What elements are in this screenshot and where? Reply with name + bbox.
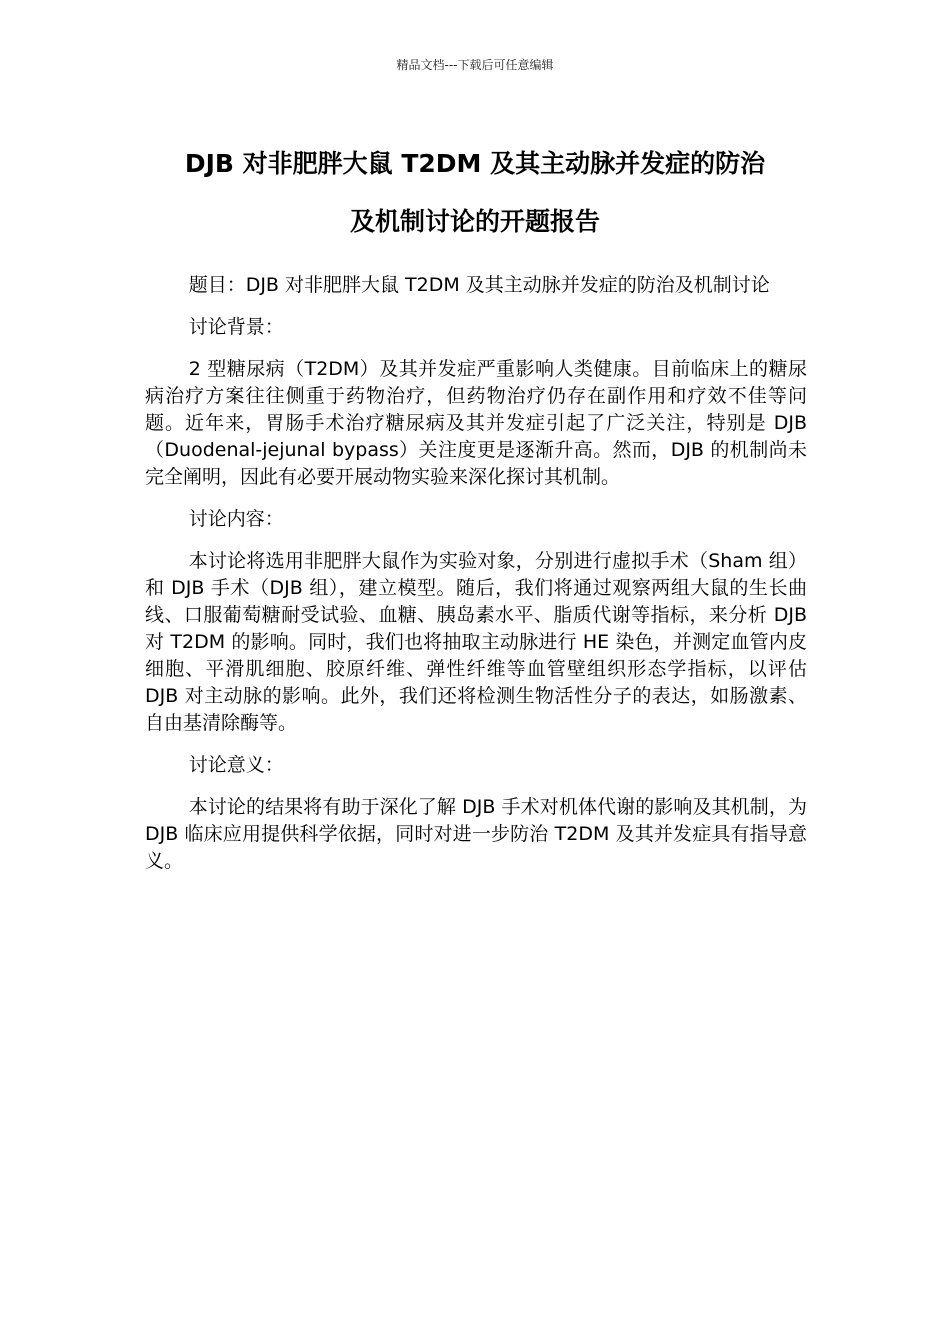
title-line-1: DJB 对非肥胖大鼠 T2DM 及其主动脉并发症的防治 bbox=[184, 149, 766, 178]
header-note: 精品文档---下载后可任意编辑 bbox=[396, 58, 554, 72]
content-heading: 讨论内容： bbox=[188, 508, 284, 530]
spacer bbox=[145, 533, 807, 548]
title-line-2: 及机制讨论的开题报告 bbox=[349, 207, 600, 236]
background-paragraph: 2 型糖尿病（T2DM）及其并发症严重影响人类健康。目前临床上的糖尿病治疗方案往往侧重于药物治疗，但药物治疗仍存在副作用和疗效不佳等问题。近年来，胃肠手术治疗糖尿病及其并发症引起了广泛关注，特别是 DJB（Duodenal-jejunal bypass）关注度更是逐渐升高。然而，DJB 的机制尚未完全阐明，因此有必要开展动物实验来深化探讨其机制。 bbox=[145, 358, 807, 488]
background-heading: 讨论背景： bbox=[188, 316, 284, 338]
document-title bbox=[120, 135, 830, 251]
spacer bbox=[145, 779, 807, 794]
spacer bbox=[145, 491, 807, 506]
topic-paragraph: 题目：DJB 对非肥胖大鼠 T2DM 及其主动脉并发症的防治及机制讨论 bbox=[188, 274, 770, 296]
spacer bbox=[145, 299, 807, 314]
significance-heading: 讨论意义： bbox=[188, 754, 284, 776]
significance-paragraph: 本讨论的结果将有助于深化了解 DJB 手术对机体代谢的影响及其机制，为 DJB 临床应用提供科学依据，同时对进一步防治 T2DM 及其并发症具有指导意义。 bbox=[145, 796, 807, 872]
spacer bbox=[145, 341, 807, 356]
document-body bbox=[145, 272, 807, 875]
spacer bbox=[145, 737, 807, 752]
content-paragraph: 本讨论将选用非肥胖大鼠作为实验对象，分别进行虚拟手术（Sham 组）和 DJB 手术（DJB 组），建立模型。随后，我们将通过观察两组大鼠的生长曲线、口服葡萄糖耐受试验、血糖、胰岛素水平、脂质代谢等指标，来分析 DJB 对 T2DM 的影响。同时，我们也将抽取主动脉进行 HE 染色，并测定血管内皮细胞、平滑肌细胞、胶原纤维、弹性纤维等血管壁组织形态学指标，以评估 DJB 对主动脉的影响。此外，我们还将检测生物活性分子的表达，如肠激素、自由基清除酶等。 bbox=[145, 550, 807, 734]
